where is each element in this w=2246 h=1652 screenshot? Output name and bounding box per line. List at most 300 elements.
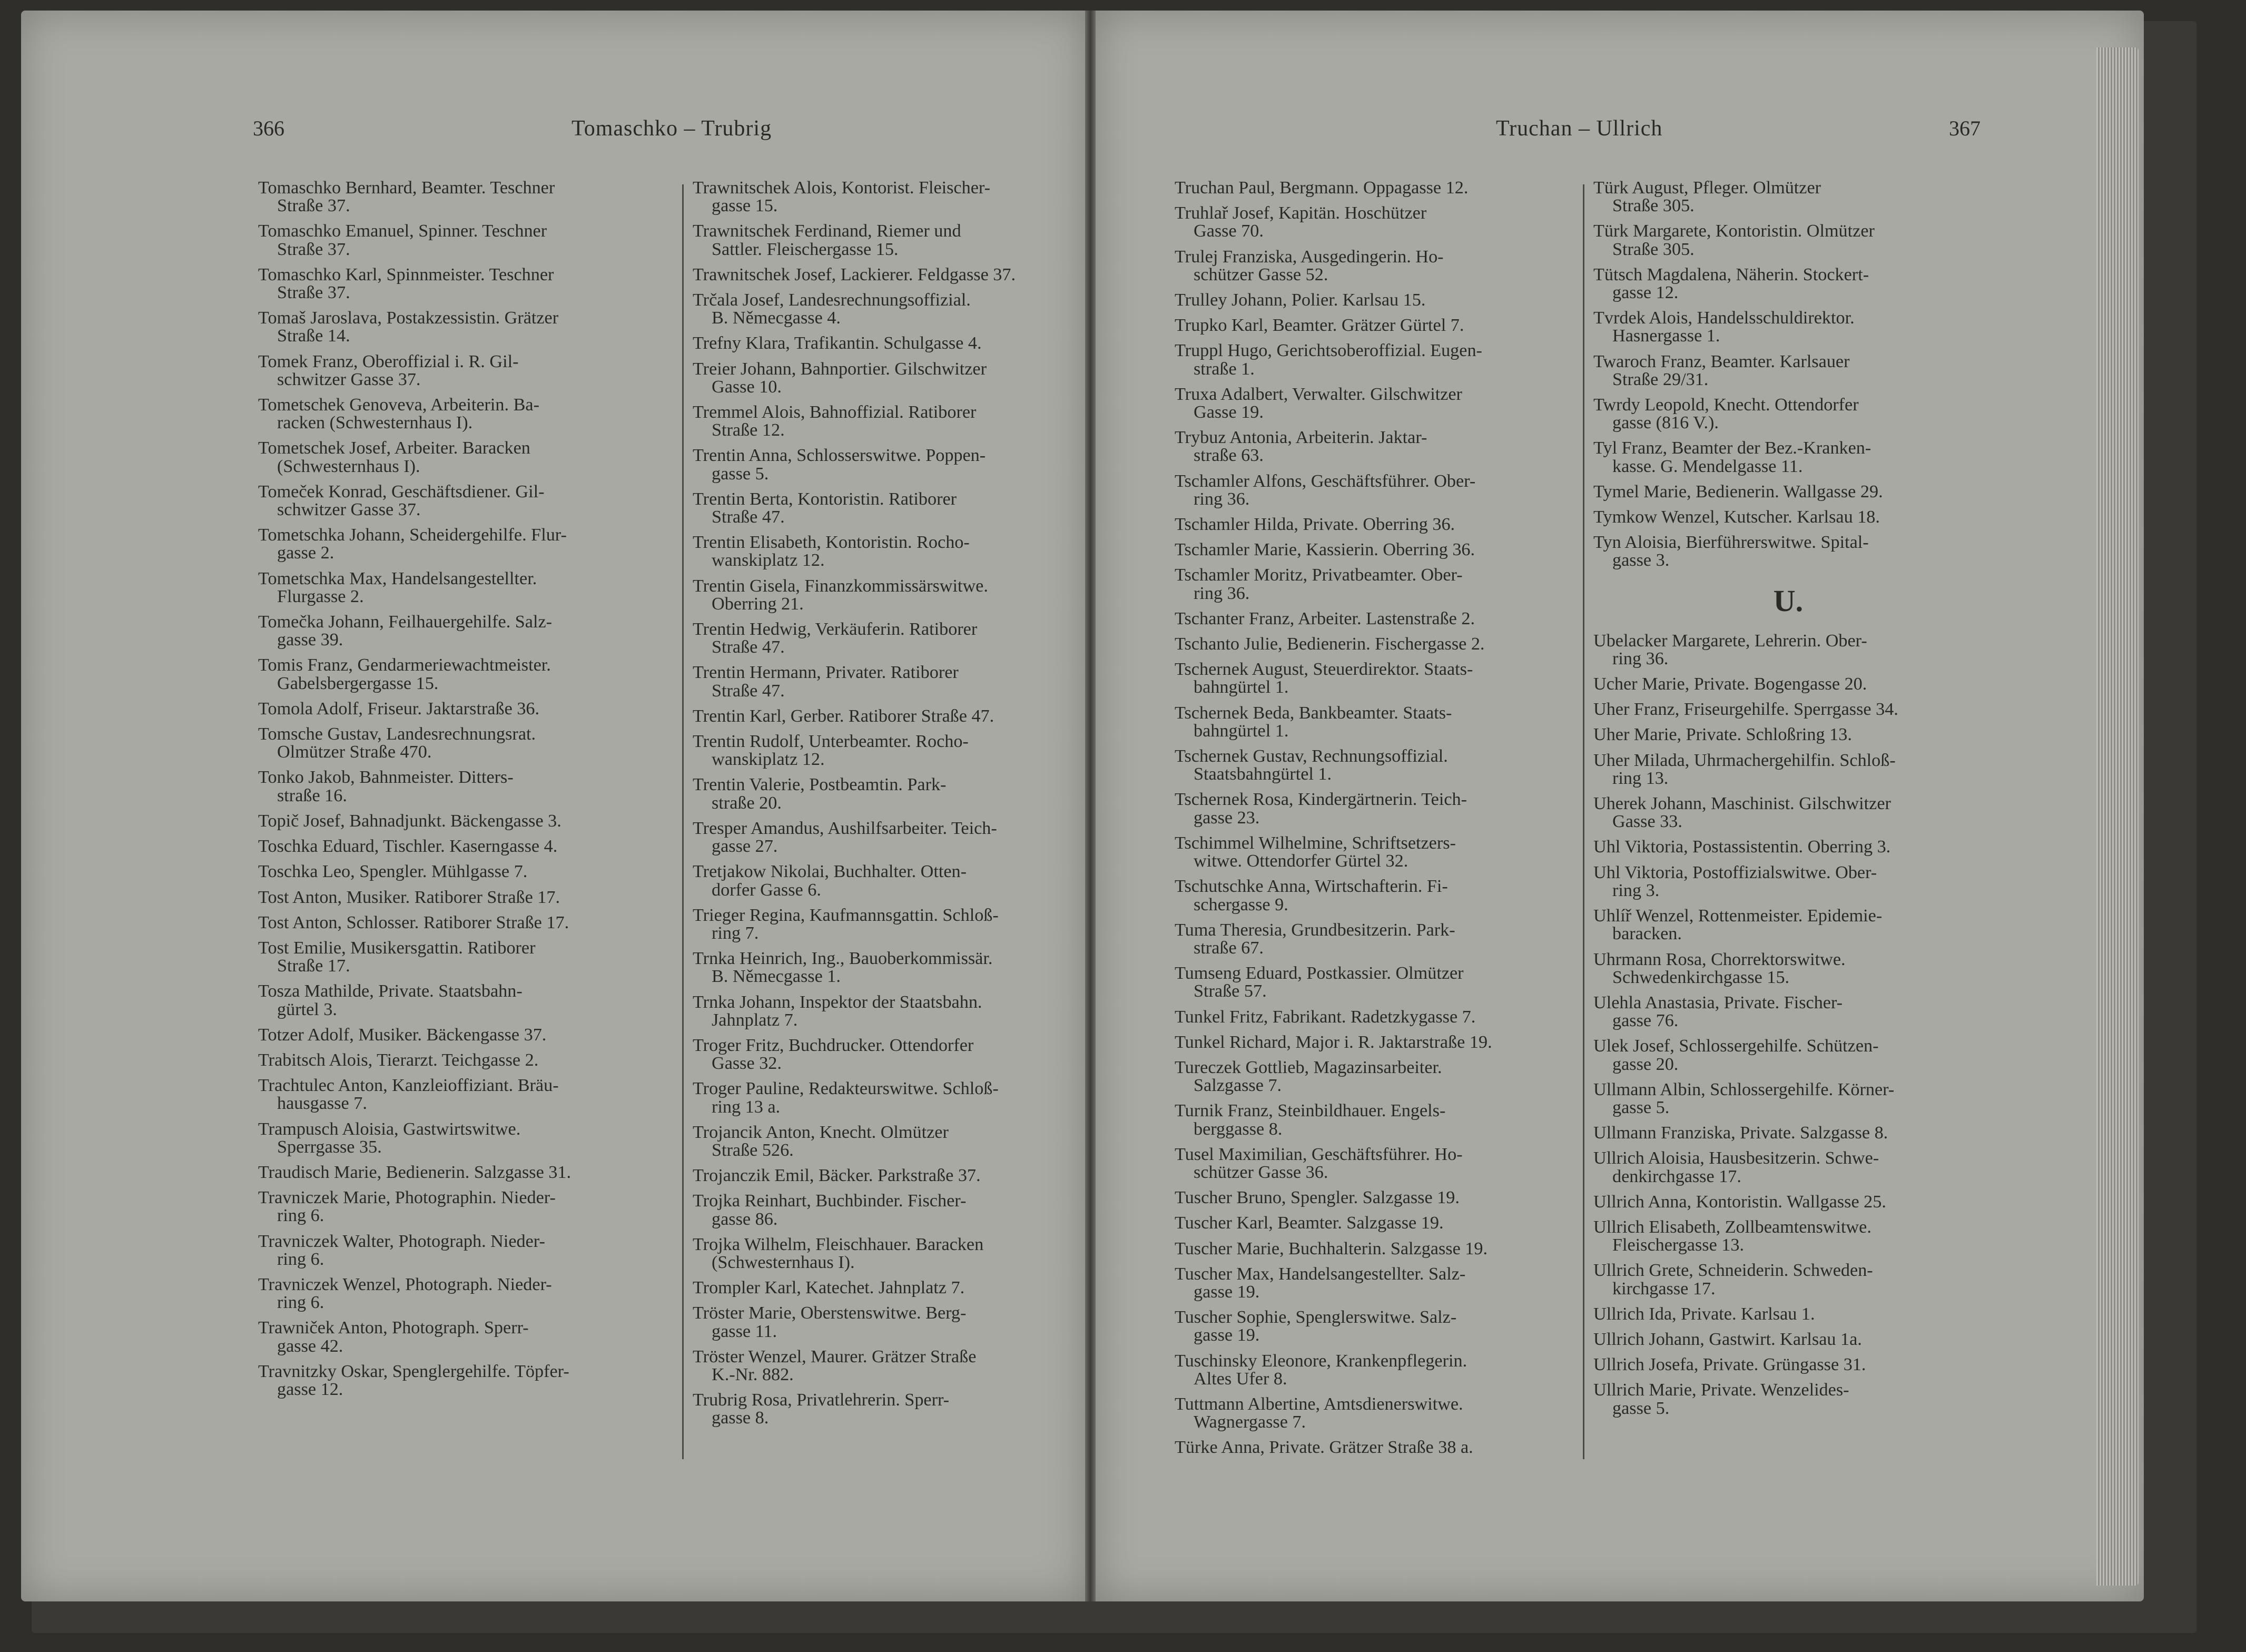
directory-entry <box>693 577 1088 613</box>
entry-line: Tretjakow Nikolai, Buchhalter. Otten- <box>693 862 967 882</box>
left-column-2 <box>693 179 1088 1435</box>
entry-line: Tunkel Fritz, Fabrikant. Radetzkygasse 7. <box>1175 1007 1476 1027</box>
entry-line: Trulley Johann, Polier. Karlsau 15. <box>1175 290 1426 310</box>
directory-entry <box>1593 632 1983 668</box>
directory-entry <box>1593 1218 1983 1254</box>
directory-entry <box>1175 317 1591 335</box>
entry-line: Tosza Mathilde, Private. Staatsbahn- <box>258 981 523 1001</box>
column-rule <box>682 184 684 1459</box>
entry-continuation: ring 6. <box>277 1206 324 1226</box>
entry-line: Tuscher Marie, Buchhalterin. Salzgasse 19. <box>1175 1238 1488 1258</box>
directory-entry <box>1175 473 1591 508</box>
directory-entry <box>258 725 679 761</box>
entry-line: Tschamler Marie, Kassierin. Oberring 36. <box>1175 540 1475 560</box>
entry-continuation: Flurgasse 2. <box>277 586 364 606</box>
entry-continuation: B. Němecgasse 4. <box>712 308 841 328</box>
directory-entry <box>258 266 679 302</box>
entry-continuation: straße 63. <box>1194 446 1264 466</box>
directory-entry <box>1175 965 1591 1000</box>
entry-line: Trentin Karl, Gerber. Ratiborer Straße 47. <box>693 706 994 726</box>
entry-continuation: gasse 5. <box>1612 1398 1670 1418</box>
entry-continuation: bahngürtel 1. <box>1194 677 1289 697</box>
entry-line: Tröster Marie, Oberstenswitwe. Berg- <box>693 1303 967 1323</box>
entry-line: Tometschek Josef, Arbeiter. Baracken <box>258 438 530 458</box>
directory-entry <box>1175 342 1591 378</box>
entry-line: Tymel Marie, Bedienerin. Wallgasse 29. <box>1593 481 1883 502</box>
entry-line: Tröster Wenzel, Maurer. Grätzer Straße <box>693 1346 977 1366</box>
entry-continuation: Straße 37. <box>277 239 350 259</box>
entry-line: Trawnitschek Ferdinand, Riemer und <box>693 221 961 241</box>
entry-line: Trčala Josef, Landesrechnungsoffizial. <box>693 290 971 310</box>
directory-entry <box>1175 1265 1591 1301</box>
entry-line: Truchan Paul, Bergmann. Oppagasse 12. <box>1175 178 1469 198</box>
entry-line: Tschamler Moritz, Privatbeamter. Ober- <box>1175 565 1463 585</box>
directory-entry <box>1593 1356 1983 1374</box>
directory-entry <box>1593 1262 1983 1297</box>
directory-entry <box>1175 921 1591 957</box>
entry-line: Trentin Elisabeth, Kontoristin. Rocho- <box>693 533 970 553</box>
entry-line: Tometschka Max, Handelsangestellter. <box>258 568 537 588</box>
entry-line: Tost Anton, Schlosser. Ratiborer Straße 17. <box>258 912 569 932</box>
entry-line: Travniczek Wenzel, Photograph. Nieder- <box>258 1274 552 1294</box>
entry-continuation: kasse. G. Mendelgasse 11. <box>1612 456 1803 476</box>
directory-entry <box>1175 1034 1591 1051</box>
entry-continuation: ring 7. <box>712 923 759 943</box>
entry-continuation: Straße 12. <box>712 420 785 440</box>
directory-entry <box>258 353 679 389</box>
entry-continuation: gürtel 3. <box>277 999 337 1019</box>
directory-entry <box>258 439 679 475</box>
entry-line: Travniczek Marie, Photographin. Nieder- <box>258 1188 556 1208</box>
directory-entry <box>1593 1381 1983 1417</box>
entry-continuation: Hasnergasse 1. <box>1612 326 1720 346</box>
entry-line: Trawniček Anton, Photograph. Sperr- <box>258 1318 529 1338</box>
entry-line: Truxa Adalbert, Verwalter. Gilschwitzer <box>1175 384 1462 404</box>
directory-entry <box>1175 791 1591 827</box>
directory-entry <box>693 1124 1088 1159</box>
directory-entry <box>1593 1193 1983 1211</box>
entry-line: Tvrdek Alois, Handelsschuldirektor. <box>1593 308 1855 328</box>
directory-entry <box>1175 429 1591 465</box>
directory-entry <box>693 621 1088 656</box>
entry-continuation: gasse 5. <box>712 464 769 484</box>
directory-entry <box>693 776 1088 812</box>
entry-line: Tymkow Wenzel, Kutscher. Karlsau 18. <box>1593 507 1880 527</box>
entry-line: Türke Anna, Private. Grätzer Straße 38 a. <box>1175 1438 1473 1458</box>
entry-continuation: Wagnergasse 7. <box>1194 1412 1306 1432</box>
entry-line: Trabitsch Alois, Tierarzt. Teichgasse 2. <box>258 1050 539 1070</box>
entry-continuation: wanskiplatz 12. <box>712 550 825 571</box>
directory-entry <box>258 179 679 215</box>
entry-line: Truhlař Josef, Kapitän. Hoschützer <box>1175 203 1427 223</box>
directory-entry <box>1593 726 1983 744</box>
directory-entry <box>1593 951 1983 987</box>
entry-line: Tost Emilie, Musikersgattin. Ratiborer <box>258 938 536 958</box>
entry-continuation: ring 3. <box>1612 880 1660 900</box>
directory-entry <box>258 309 679 345</box>
directory-entry <box>693 1080 1088 1116</box>
entry-continuation: ring 6. <box>277 1293 324 1313</box>
directory-entry <box>693 907 1088 942</box>
entry-line: Trachtulec Anton, Kanzleioffiziant. Bräu- <box>258 1076 559 1096</box>
entry-line: Toschka Leo, Spengler. Mühlgasse 7. <box>258 862 528 882</box>
entry-line: Trojka Reinhart, Buchbinder. Fischer- <box>693 1191 967 1211</box>
entry-line: Uhl Viktoria, Postassistentin. Oberring 3. <box>1593 837 1891 857</box>
directory-entry <box>1593 1305 1983 1323</box>
entry-continuation: baracken. <box>1612 924 1682 944</box>
entry-line: Trubrig Rosa, Privatlehrerin. Sperr- <box>693 1390 950 1410</box>
entry-continuation: Straße 57. <box>1194 981 1267 1001</box>
directory-entry <box>693 994 1088 1029</box>
entry-line: Trojka Wilhelm, Fleischhauer. Baracken <box>693 1234 984 1254</box>
entry-line: Trampusch Aloisia, Gastwirtswitwe. <box>258 1119 521 1139</box>
directory-entry <box>1175 1059 1591 1095</box>
entry-line: Tuma Theresia, Grundbesitzerin. Park- <box>1175 920 1455 940</box>
entry-continuation: straße 1. <box>1194 359 1255 379</box>
entry-line: Totzer Adolf, Musiker. Bäckengasse 37. <box>258 1025 547 1045</box>
directory-entry <box>258 570 679 606</box>
entry-line: Trnka Heinrich, Ing., Bauoberkommissär. <box>693 949 993 969</box>
directory-entry <box>1593 1149 1983 1185</box>
entry-line: Tschamler Hilda, Private. Oberring 36. <box>1175 515 1455 535</box>
entry-line: Tschernek Rosa, Kindergärtnerin. Teich- <box>1175 790 1467 810</box>
entry-line: Tschernek August, Steuerdirektor. Staats- <box>1175 660 1473 680</box>
entry-line: Tütsch Magdalena, Näherin. Stockert- <box>1593 264 1869 284</box>
directory-entry <box>1175 878 1591 913</box>
right-running-head: Truchan – Ullrich <box>1496 116 1663 141</box>
entry-continuation: Gasse 70. <box>1194 221 1264 241</box>
entry-line: Trnka Johann, Inspektor der Staatsbahn. <box>693 992 982 1012</box>
entry-continuation: ring 13. <box>1612 768 1669 788</box>
right-page <box>1096 11 2144 1601</box>
entry-line: Trawnitschek Alois, Kontorist. Fleischer- <box>693 178 990 198</box>
entry-continuation: K.-Nr. 882. <box>712 1364 794 1384</box>
entry-continuation: Olmützer Straße 470. <box>277 742 432 762</box>
directory-entry <box>1175 1240 1591 1258</box>
entry-continuation: gasse 11. <box>712 1321 777 1341</box>
directory-entry <box>693 707 1088 725</box>
entry-line: Uher Franz, Friseurgehilfe. Sperrgasse 34. <box>1593 700 1898 720</box>
entry-line: Tuscher Max, Handelsangestellter. Salz- <box>1175 1264 1466 1284</box>
entry-continuation: kirchgasse 17. <box>1612 1279 1716 1299</box>
directory-entry <box>1175 1309 1591 1344</box>
entry-line: Tresper Amandus, Aushilfsarbeiter. Teich- <box>693 818 997 838</box>
entry-continuation: gasse 27. <box>712 837 778 857</box>
entry-line: Trybuz Antonia, Arbeiterin. Jaktar- <box>1175 428 1427 448</box>
directory-entry <box>258 1120 679 1156</box>
directory-entry <box>1593 1124 1983 1142</box>
entry-continuation: Straße 526. <box>712 1140 794 1160</box>
page-edges <box>2096 47 2139 1586</box>
entry-line: Ullmann Albin, Schlossergehilfe. Körner- <box>1593 1079 1895 1099</box>
directory-entry <box>1593 508 1983 526</box>
directory-entry <box>1175 1146 1591 1182</box>
entry-continuation: Straße 305. <box>1612 196 1695 216</box>
entry-continuation: Sattler. Fleischergasse 15. <box>712 239 899 259</box>
directory-entry <box>258 863 679 881</box>
directory-entry <box>258 1077 679 1113</box>
entry-line: Ullrich Johann, Gastwirt. Karlsau 1a. <box>1593 1329 1862 1349</box>
entry-line: Tomečka Johann, Feilhauergehilfe. Salz- <box>258 612 553 632</box>
right-column-2 <box>1593 179 1983 1425</box>
directory-entry <box>258 1164 679 1182</box>
entry-continuation: Straße 305. <box>1612 239 1695 259</box>
left-page-number: 366 <box>253 116 284 140</box>
entry-line: Tyl Franz, Beamter der Bez.-Kranken- <box>1593 438 1871 458</box>
directory-entry <box>1175 204 1591 240</box>
entry-continuation: schergasse 9. <box>1194 894 1288 914</box>
entry-continuation: Gasse 10. <box>712 377 782 397</box>
entry-line: Ubelacker Margarete, Lehrerin. Ober- <box>1593 631 1867 651</box>
directory-entry <box>258 656 679 692</box>
directory-entry <box>1593 483 1983 501</box>
directory-entry <box>693 404 1088 439</box>
entry-line: Tschimmel Wilhelmine, Schriftsetzers- <box>1175 833 1456 853</box>
directory-entry <box>258 222 679 258</box>
directory-entry <box>1593 701 1983 719</box>
entry-line: Trentin Rudolf, Unterbeamter. Rocho- <box>693 732 969 752</box>
entry-continuation: straße 67. <box>1194 938 1264 958</box>
directory-entry <box>1175 635 1591 653</box>
directory-entry <box>258 526 679 562</box>
directory-entry <box>258 1319 679 1355</box>
directory-entry <box>1175 541 1591 559</box>
directory-entry <box>1175 834 1591 870</box>
entry-continuation: Sperrgasse 35. <box>277 1137 382 1157</box>
directory-entry <box>693 1348 1088 1384</box>
directory-entry <box>258 769 679 804</box>
entry-line: Trentin Anna, Schlosserswitwe. Poppen- <box>693 446 986 466</box>
column-rule <box>1583 184 1584 1459</box>
entry-line: Tomaschko Karl, Spinnmeister. Teschner <box>258 264 554 284</box>
entry-continuation: Jahnplatz 7. <box>712 1010 798 1030</box>
entry-continuation: wanskiplatz 12. <box>712 750 825 770</box>
entry-line: Trentin Hermann, Privater. Ratiborer <box>693 663 959 683</box>
entry-line: Türk August, Pfleger. Olmützer <box>1593 178 1821 198</box>
entry-continuation: Straße 29/31. <box>1612 369 1709 389</box>
entry-line: Tomaschko Bernhard, Beamter. Teschner <box>258 178 555 198</box>
section-letter-u: U. <box>1773 583 1804 618</box>
entry-line: Ullrich Anna, Kontoristin. Wallgasse 25. <box>1593 1192 1886 1212</box>
entry-continuation: Straße 37. <box>277 283 350 303</box>
entry-line: Tremmel Alois, Bahnoffizial. Ratiborer <box>693 402 977 422</box>
directory-entry <box>693 1279 1088 1297</box>
t-entries <box>1593 179 1983 570</box>
directory-entry <box>693 1304 1088 1340</box>
directory-entry <box>1593 907 1983 943</box>
directory-entry <box>693 534 1088 569</box>
entry-continuation: Straße 17. <box>277 956 350 976</box>
directory-entry <box>258 838 679 856</box>
entry-continuation: gasse 15. <box>712 196 778 216</box>
directory-entry <box>1175 291 1591 309</box>
directory-entry <box>1593 266 1983 302</box>
entry-continuation: gasse 19. <box>1194 1325 1260 1345</box>
entry-line: Twaroch Franz, Beamter. Karlsauer <box>1593 351 1850 371</box>
entry-continuation: gasse 3. <box>1612 550 1670 571</box>
entry-continuation: Fleischergasse 13. <box>1612 1235 1745 1255</box>
entry-continuation: Gasse 33. <box>1612 812 1682 832</box>
left-column-1 <box>258 179 679 1406</box>
entry-continuation: Straße 14. <box>277 326 350 346</box>
entry-line: Tschutschke Anna, Wirtschafterin. Fi- <box>1175 877 1448 897</box>
directory-entry <box>693 820 1088 856</box>
right-column-1 <box>1175 179 1591 1464</box>
directory-entry <box>1175 1008 1591 1026</box>
directory-entry <box>1593 396 1983 432</box>
entry-line: Tyn Aloisia, Bierführerswitwe. Spital- <box>1593 533 1869 553</box>
entry-line: Twrdy Leopold, Knecht. Ottendorfer <box>1593 395 1859 415</box>
entry-line: Uherek Johann, Maschinist. Gilschwitzer <box>1593 794 1891 814</box>
entry-continuation: Gasse 32. <box>712 1054 782 1074</box>
entry-continuation: Straße 47. <box>712 637 785 657</box>
book-gutter <box>1085 11 1096 1601</box>
entry-continuation: gasse 12. <box>1612 283 1679 303</box>
entry-continuation: gasse 2. <box>277 543 334 563</box>
entry-continuation: (Schwesternhaus I). <box>277 456 420 476</box>
entry-continuation: schwitzer Gasse 37. <box>277 369 421 389</box>
entry-line: Ullrich Josefa, Private. Grüngasse 31. <box>1593 1355 1866 1375</box>
directory-entry <box>1593 1081 1983 1117</box>
directory-entry <box>1175 386 1591 421</box>
directory-entry <box>1593 838 1983 856</box>
entry-line: Tuscher Sophie, Spenglerswitwe. Salz- <box>1175 1307 1457 1328</box>
directory-entry <box>1175 516 1591 534</box>
entry-line: Tschanter Franz, Arbeiter. Lastenstraße 2. <box>1175 608 1475 628</box>
entry-line: Tomsche Gustav, Landesrechnungsrat. <box>258 724 536 744</box>
entry-line: Tschernek Beda, Bankbeamter. Staats- <box>1175 703 1452 723</box>
entry-line: Trentin Berta, Kontoristin. Ratiborer <box>693 489 957 509</box>
entry-continuation: B. Němecgasse 1. <box>712 967 841 987</box>
directory-entry <box>258 396 679 432</box>
directory-entry <box>693 447 1088 483</box>
entry-continuation: berggasse 8. <box>1194 1119 1283 1139</box>
entry-continuation: Staatsbahngürtel 1. <box>1194 764 1332 784</box>
directory-entry <box>1175 610 1591 628</box>
entry-continuation: gasse 12. <box>277 1379 343 1399</box>
directory-entry <box>1175 1395 1591 1431</box>
directory-entry <box>1175 1189 1591 1207</box>
directory-entry <box>258 1233 679 1268</box>
directory-entry <box>693 291 1088 327</box>
entry-line: Tonko Jakob, Bahnmeister. Ditters- <box>258 768 514 788</box>
entry-line: Ullrich Aloisia, Hausbesitzerin. Schwe- <box>1593 1148 1879 1168</box>
directory-entry <box>1175 566 1591 602</box>
directory-entry <box>258 1189 679 1225</box>
entry-line: Trojancik Anton, Knecht. Olmützer <box>693 1122 949 1142</box>
entry-continuation: Salzgasse 7. <box>1194 1076 1282 1096</box>
entry-line: Trentin Gisela, Finanzkommissärswitwe. <box>693 576 988 596</box>
directory-entry <box>1593 1331 1983 1349</box>
entry-line: Tureczek Gottlieb, Magazinsarbeiter. <box>1175 1057 1442 1077</box>
directory-entry <box>1593 534 1983 569</box>
entry-line: Tschanto Julie, Bedienerin. Fischergasse 2. <box>1175 634 1485 654</box>
entry-continuation: straße 16. <box>277 785 347 805</box>
entry-continuation: schützer Gasse 52. <box>1194 264 1328 284</box>
entry-continuation: ring 36. <box>1194 583 1250 603</box>
entry-line: Tschernek Gustav, Rechnungsoffizial. <box>1175 746 1448 766</box>
entry-line: Treier Johann, Bahnportier. Gilschwitzer <box>693 359 987 379</box>
entry-continuation: Straße 37. <box>277 196 350 216</box>
entry-continuation: gasse 86. <box>712 1209 778 1229</box>
entry-continuation: ring 36. <box>1612 648 1669 668</box>
entry-line: Trupko Karl, Beamter. Grätzer Gürtel 7. <box>1175 316 1464 336</box>
directory-entry <box>693 1167 1088 1185</box>
entry-continuation: Schwedenkirchgasse 15. <box>1612 967 1790 987</box>
directory-entry <box>258 483 679 519</box>
entry-line: Tomeček Konrad, Geschäftsdiener. Gil- <box>258 481 545 502</box>
entry-continuation: gasse (816 V.). <box>1612 413 1719 433</box>
entry-line: Uher Milada, Uhrmachergehilfin. Schloß- <box>1593 750 1896 770</box>
entry-line: Ullrich Marie, Private. Wenzelides- <box>1593 1380 1849 1400</box>
entry-continuation: racken (Schwesternhaus I). <box>277 413 473 433</box>
entry-continuation: Oberring 21. <box>712 594 804 614</box>
directory-entry <box>693 266 1088 284</box>
entry-line: Tuttmann Albertine, Amtsdienerswitwe. <box>1175 1394 1463 1414</box>
directory-entry <box>693 360 1088 396</box>
entry-line: Troger Fritz, Buchdrucker. Ottendorfer <box>693 1035 974 1055</box>
directory-entry <box>1593 675 1983 693</box>
entry-line: Uhrmann Rosa, Chorrektorswitwe. <box>1593 949 1846 969</box>
entry-line: Tuscher Karl, Beamter. Salzgasse 19. <box>1175 1213 1444 1233</box>
entry-continuation: ring 36. <box>1194 489 1250 509</box>
directory-entry <box>693 222 1088 258</box>
entry-line: Travniczek Walter, Photograph. Nieder- <box>258 1231 545 1251</box>
entry-line: Trojanczik Emil, Bäcker. Parkstraße 37. <box>693 1166 981 1186</box>
directory-entry <box>1175 748 1591 783</box>
entry-continuation: Gasse 19. <box>1194 402 1264 422</box>
entry-line: Trieger Regina, Kaufmannsgattin. Schloß- <box>693 905 999 925</box>
directory-entry <box>693 733 1088 769</box>
entry-line: Tomis Franz, Gendarmeriewachtmeister. <box>258 655 551 675</box>
entry-line: Traudisch Marie, Bedienerin. Salzgasse 31. <box>258 1162 572 1182</box>
entry-line: Trentin Valerie, Postbeamtin. Park- <box>693 775 947 795</box>
directory-entry <box>1593 1037 1983 1073</box>
entry-continuation: gasse 23. <box>1194 808 1260 828</box>
entry-line: Ullrich Elisabeth, Zollbeamtenswitwe. <box>1593 1217 1871 1237</box>
entry-line: Truppl Hugo, Gerichtsoberoffizial. Eugen- <box>1175 341 1482 361</box>
entry-continuation: Gabelsbergergasse 15. <box>277 673 439 693</box>
entry-continuation: gasse 76. <box>1612 1011 1679 1031</box>
entry-line: Travnitzky Oskar, Spenglergehilfe. Töpfer- <box>258 1361 569 1381</box>
entry-line: Türk Margarete, Kontoristin. Olmützer <box>1593 221 1875 241</box>
directory-entry <box>258 1276 679 1312</box>
directory-entry <box>1175 248 1591 284</box>
directory-entry <box>693 863 1088 899</box>
directory-entry <box>693 490 1088 526</box>
directory-entry <box>1175 1352 1591 1388</box>
entry-line: Tomaschko Emanuel, Spinner. Teschner <box>258 221 547 241</box>
directory-entry <box>1175 661 1591 696</box>
directory-entry <box>1175 1214 1591 1232</box>
entry-line: Trompler Karl, Katechet. Jahnplatz 7. <box>693 1278 965 1298</box>
directory-entry <box>1593 795 1983 831</box>
directory-entry <box>693 335 1088 352</box>
entry-continuation: witwe. Ottendorfer Gürtel 32. <box>1194 851 1408 871</box>
directory-entry <box>258 914 679 932</box>
entry-line: Topič Josef, Bahnadjunkt. Bäckengasse 3. <box>258 811 562 831</box>
entry-continuation: ring 6. <box>277 1249 324 1269</box>
directory-entry <box>258 1026 679 1044</box>
entry-continuation: straße 20. <box>712 793 782 813</box>
entry-continuation: (Schwesternhaus I). <box>712 1252 855 1272</box>
entry-line: Ullrich Grete, Schneiderin. Schweden- <box>1593 1261 1873 1281</box>
right-page-number: 367 <box>1949 116 1981 140</box>
entry-continuation: dorfer Gasse 6. <box>712 880 821 900</box>
directory-entry <box>1593 309 1983 345</box>
directory-entry <box>693 1391 1088 1427</box>
directory-entry <box>258 1051 679 1069</box>
